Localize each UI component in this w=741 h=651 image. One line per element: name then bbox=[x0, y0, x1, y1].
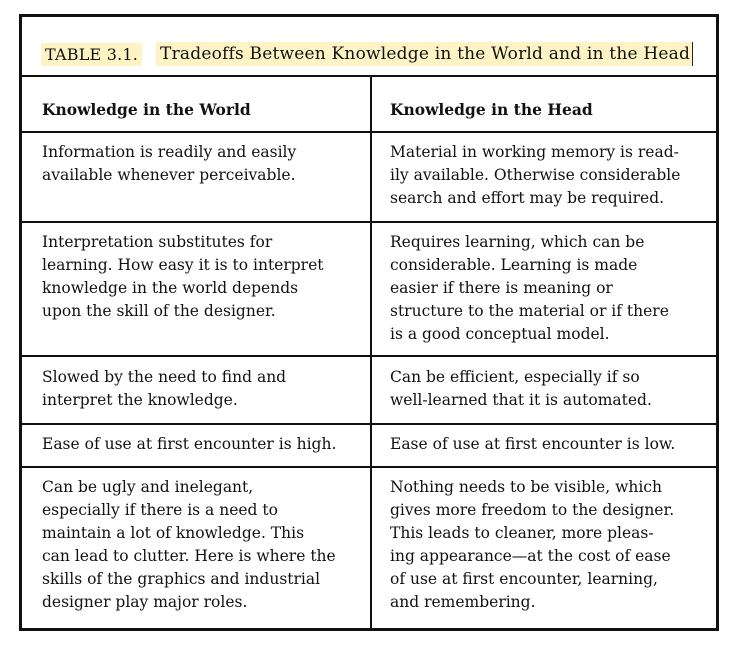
table-cell-world: Interpretation substitutes for learning. How easy it is to interpret knowledge in the world depends upon the skill of the designer. bbox=[42, 233, 324, 320]
table-cell-head: Ease of use at first encounter is low. bbox=[390, 435, 676, 453]
table-cell-world: Information is readily and easily available whenever perceivable. bbox=[42, 143, 297, 184]
row-divider bbox=[22, 221, 716, 223]
row-divider bbox=[22, 466, 716, 468]
table-cell-head: Nothing needs to be visible, which gives more freedom to the designer. This leads to cleaner, more pleas- ing appearance—at the cost of ease of use at first encounter, learning, and remembering. bbox=[390, 478, 675, 611]
table-frame bbox=[19, 14, 719, 631]
table-cell-head: Requires learning, which can be considerable. Learning is made easier if there is meaning or structure to the material or if there is a good conceptual model. bbox=[390, 233, 669, 343]
table-caption bbox=[41, 39, 693, 69]
caption-divider bbox=[22, 75, 716, 77]
table-cell-world: Ease of use at first encounter is high. bbox=[42, 435, 337, 453]
row-divider bbox=[22, 131, 716, 133]
column-divider bbox=[370, 77, 372, 628]
header-world: Knowledge in the World bbox=[42, 100, 251, 119]
table-number: TABLE 3.1. bbox=[41, 43, 142, 66]
table-cell-world: Slowed by the need to find and interpret the knowledge. bbox=[42, 368, 287, 409]
table-cell-head: Can be efficient, especially if so well-learned that it is automated. bbox=[390, 368, 652, 409]
row-divider bbox=[22, 355, 716, 357]
table-title: Tradeoffs Between Knowledge in the World and in the Head bbox=[156, 42, 693, 66]
row-divider bbox=[22, 423, 716, 425]
table-cell-head: Material in working memory is read- ily available. Otherwise considerable search and effort may be required. bbox=[390, 143, 681, 207]
table-cell-world: Can be ugly and inelegant, especially if there is a need to maintain a lot of knowledge. This can lead to clutter. Here is where the skills of the graphics and industrial designer play major roles. bbox=[42, 478, 336, 611]
header-head: Knowledge in the Head bbox=[390, 100, 593, 119]
